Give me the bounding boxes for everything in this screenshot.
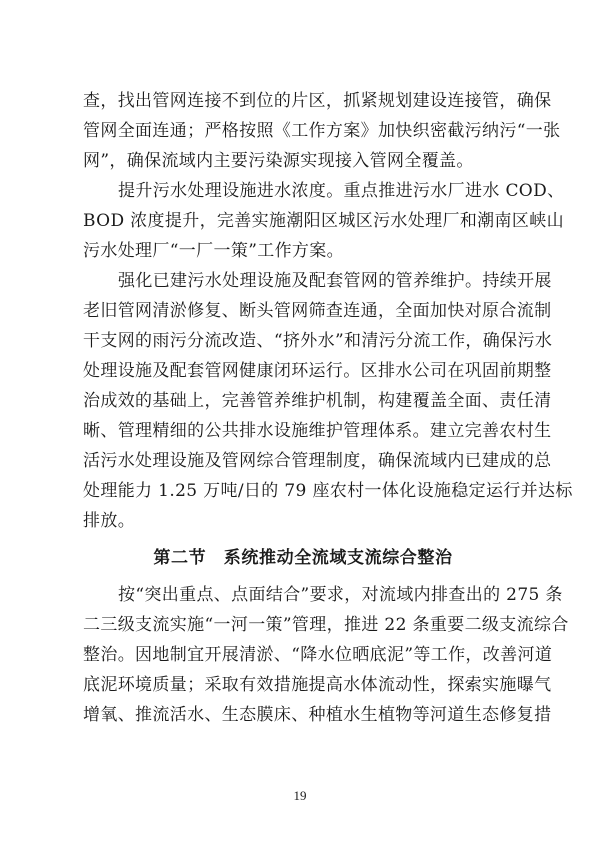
text-line: 处理设施及配套管网健康闭环运行。区排水公司在巩固前期整 [83, 361, 552, 381]
paragraph-start-line: 按“突出重点、点面结合”要求，对流域内排查出的 275 条 [118, 585, 563, 605]
text-line: 处理能力 1.25 万吨/日的 79 座农村一体化设施稳定运行并达标 [83, 481, 573, 501]
paragraph-start-line: 强化已建污水处理设施及配套管网的管养维护。持续开展 [118, 271, 552, 291]
section-heading: 第二节 系统推动全流域支流综合整治 [153, 548, 453, 568]
text-line: 查，找出管网连接不到位的片区，抓紧规划建设连接管，确保 [83, 91, 552, 111]
page-number: 19 [293, 788, 307, 803]
body-text [83, 86, 573, 730]
text-line: 活污水处理设施及管网综合管理制度，确保流域内已建成的总 [83, 451, 552, 471]
text-line: 增氧、推流活水、生态膜床、种植水生植物等河道生态修复措 [83, 705, 552, 725]
text-line: 污水处理厂“一厂一策”工作方案。 [83, 241, 344, 261]
text-line: 排放。 [83, 511, 136, 531]
text-line: 管网全面连通；严格按照《工作方案》加快织密截污纳污“一张 [83, 121, 561, 141]
text-line: 干支网的雨污分流改造、“挤外水”和清污分流工作，确保污水 [83, 331, 553, 351]
text-line: 整治。因地制宜开展清淤、“降水位晒底泥”等工作，改善河道 [83, 645, 553, 665]
text-line: BOD 浓度提升，完善实施潮阳区城区污水处理厂和潮南区峡山 [83, 211, 564, 231]
text-line: 治成效的基础上，完善管养维护机制，构建覆盖全面、责任清 [83, 391, 552, 411]
paragraph-start-line: 提升污水处理设施进水浓度。重点推进污水厂进水 COD、 [118, 181, 565, 201]
text-line: 二三级支流实施“一河一策”管理，推进 22 条重要二级支流综合 [83, 615, 569, 635]
text-line: 老旧管网清淤修复、断头管网筛查连通，全面加快对原合流制 [83, 301, 552, 321]
text-line: 晰、管理精细的公共排水设施维护管理体系。建立完善农村生 [83, 421, 552, 441]
text-line: 网”，确保流域内主要污染源实现接入管网全覆盖。 [83, 151, 474, 171]
text-line: 底泥环境质量；采取有效措施提高水体流动性，探索实施曝气 [83, 675, 552, 695]
